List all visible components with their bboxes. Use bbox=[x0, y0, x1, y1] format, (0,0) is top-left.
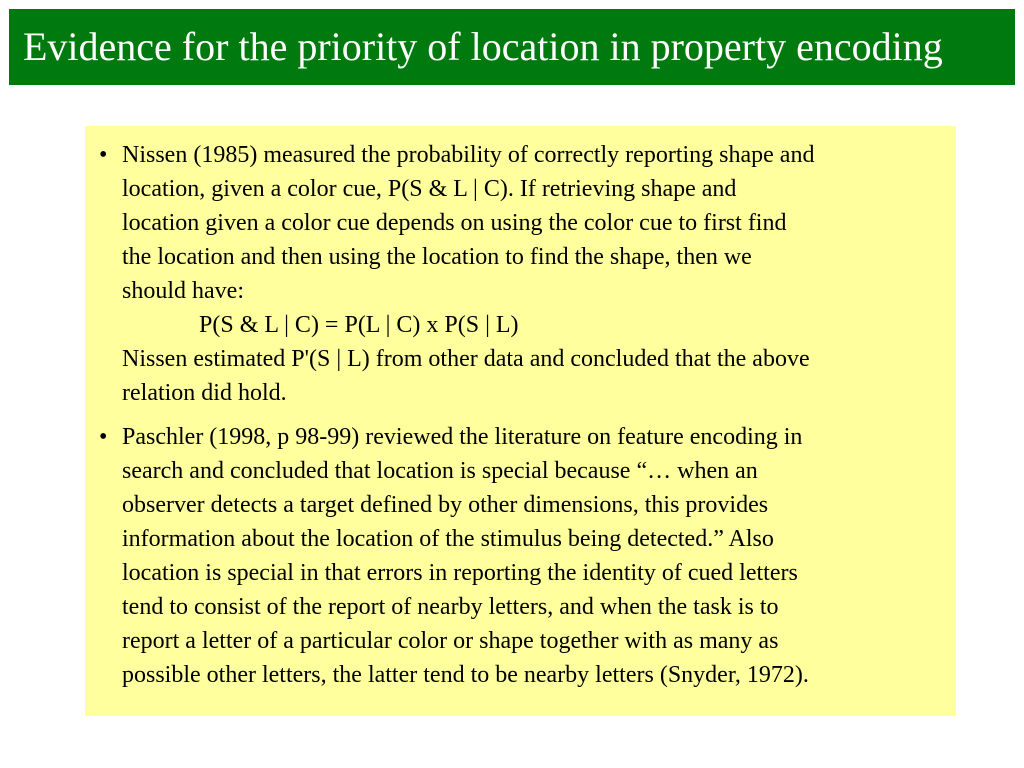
bullet-line: the location and then using the location to find the shape, then we bbox=[122, 244, 752, 270]
bullet-line: location, given a color cue, P(S & L | C). If retrieving shape and bbox=[122, 176, 737, 202]
bullet-line: report a letter of a particular color or shape together with as many as bbox=[122, 628, 779, 654]
bullet-line: relation did hold. bbox=[122, 380, 287, 406]
bullet-line: information about the location of the stimulus being detected.” Also bbox=[122, 526, 774, 552]
bullet-line: location is special in that errors in reporting the identity of cued letters bbox=[122, 560, 798, 586]
bullet-line: Nissen estimated P'(S | L) from other data and concluded that the above bbox=[122, 346, 810, 372]
bullet-line: Nissen (1985) measured the probability of correctly reporting shape and bbox=[122, 142, 815, 168]
bullet-line: location given a color cue depends on using the color cue to first find bbox=[122, 210, 787, 236]
bullet-line: possible other letters, the latter tend to be nearby letters (Snyder, 1972). bbox=[122, 662, 809, 688]
bullet-line: should have: bbox=[122, 278, 244, 304]
probability-formula: P(S & L | C) = P(L | C) x P(S | L) bbox=[199, 312, 519, 338]
content-box bbox=[85, 126, 956, 716]
bullet-line: observer detects a target defined by other dimensions, this provides bbox=[122, 492, 769, 518]
title-bar bbox=[9, 9, 1015, 85]
bullet-line: tend to consist of the report of nearby letters, and when the task is to bbox=[122, 594, 779, 620]
bullet-line: search and concluded that location is special because “… when an bbox=[122, 458, 758, 484]
bullet-item-paschler bbox=[99, 420, 942, 692]
bullet-line: Paschler (1998, p 98-99) reviewed the literature on feature encoding in bbox=[122, 424, 803, 450]
bullet-icon: • bbox=[99, 424, 108, 450]
bullet-icon: • bbox=[99, 142, 108, 168]
slide-title: Evidence for the priority of location in property encoding bbox=[23, 24, 943, 69]
bullet-item-nissen bbox=[99, 138, 942, 410]
